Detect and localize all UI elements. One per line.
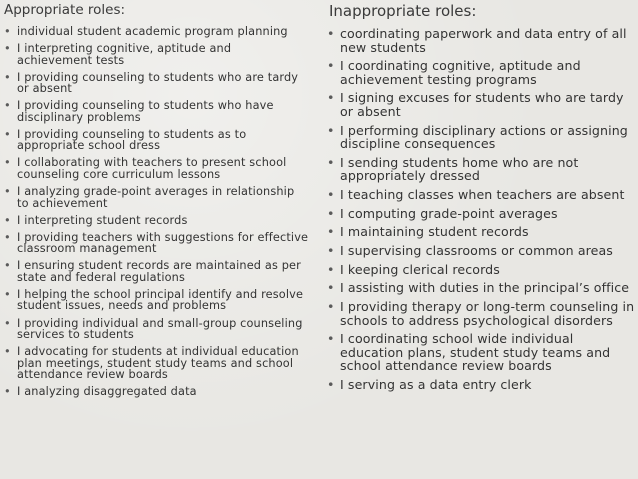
list-item: [4, 186, 309, 209]
list-item-text: I providing counseling to students who are tardy or absent: [17, 70, 299, 96]
bullet-icon: •: [327, 331, 335, 347]
list-item-text: I interpreting student records: [17, 213, 188, 227]
appropriate-roles-heading: Appropriate roles:: [4, 2, 126, 18]
bullet-icon: •: [4, 230, 11, 244]
list-item: [324, 59, 636, 86]
list-item-text: I advocating for students at individual education plan meetings, student study teams and school attendance review boards: [17, 345, 299, 382]
list-item-text: I analyzing disaggregated data: [17, 385, 197, 399]
list-item: [4, 346, 309, 381]
list-item-text: I providing counseling to students as to appropriate school dress: [17, 127, 247, 153]
list-item-text: I maintaining student records: [340, 224, 529, 240]
list-item-text: coordinating paperwork and data entry of all new students: [340, 26, 627, 55]
bullet-icon: •: [327, 376, 335, 392]
list-item: [4, 129, 309, 152]
bullet-icon: •: [4, 25, 11, 38]
list-item: [4, 232, 309, 255]
bullet-icon: •: [327, 58, 335, 74]
list-item: [324, 263, 636, 277]
bullet-icon: •: [327, 122, 335, 138]
list-item-text: I signing excuses for students who are tardy or absent: [340, 90, 624, 119]
bullet-icon: •: [327, 205, 335, 221]
list-item: [324, 91, 636, 118]
bullet-icon: •: [327, 224, 335, 240]
list-item-text: I analyzing grade-point averages in relationship to achievement: [17, 185, 295, 210]
list-item-text: I providing teachers with suggestions for effective classroom management: [17, 230, 309, 256]
list-item: [4, 26, 309, 38]
list-item-text: I interpreting cognitive, aptitude and achievement tests: [17, 42, 232, 67]
list-item-text: I collaborating with teachers to present school counseling core curriculum lessons: [17, 156, 287, 181]
bullet-icon: •: [4, 213, 11, 227]
bullet-icon: •: [327, 154, 335, 170]
bullet-icon: •: [327, 299, 335, 315]
list-item: [324, 378, 636, 392]
appropriate-roles-column: [4, 0, 309, 403]
list-item: [4, 386, 309, 398]
list-item-text: I supervising classrooms or common areas: [340, 243, 613, 258]
list-item-text: I coordinating school wide individual education plans, student study teams and school attendance review boards: [340, 331, 611, 374]
list-item-text: I performing disciplinary actions or assigning discipline consequences: [340, 122, 628, 152]
list-item-text: I providing counseling to students who have disciplinary problems: [17, 99, 274, 124]
list-item-text: I assisting with duties in the principal’s office: [340, 280, 630, 296]
inappropriate-roles-column: [324, 0, 636, 397]
list-item: [324, 156, 636, 183]
list-item-text: I coordinating cognitive, aptitude and achievement testing programs: [340, 58, 581, 87]
list-item-text: I providing therapy or long-term counseling in schools to address psychological disorders: [340, 299, 635, 328]
bullet-icon: •: [4, 127, 11, 141]
list-item: [324, 300, 636, 327]
list-item: [324, 124, 636, 151]
list-item-text: I keeping clerical records: [340, 261, 500, 277]
bullet-icon: •: [4, 42, 11, 56]
list-item: [324, 188, 636, 202]
bullet-icon: •: [4, 70, 11, 84]
list-item: [4, 43, 309, 66]
list-item: [324, 207, 636, 221]
bullet-icon: •: [327, 90, 335, 106]
inappropriate-roles-list: [324, 27, 636, 391]
list-item: [324, 225, 636, 239]
bullet-icon: •: [4, 156, 11, 170]
bullet-icon: •: [4, 345, 11, 359]
list-item: [4, 215, 309, 227]
list-item-text: I providing individual and small-group counseling services to students: [17, 316, 303, 342]
list-item: [324, 332, 636, 373]
bullet-icon: •: [4, 287, 11, 301]
inappropriate-roles-heading: Inappropriate roles:: [329, 2, 477, 20]
list-item: [4, 72, 309, 95]
list-item: [4, 318, 309, 341]
bullet-icon: •: [327, 261, 335, 277]
bullet-icon: •: [327, 280, 335, 296]
appropriate-roles-list: [4, 26, 309, 398]
list-item-text: I ensuring student records are maintained as per state and federal regulations: [17, 259, 301, 284]
list-item-text: I computing grade-point averages: [340, 205, 558, 221]
list-item: [324, 27, 636, 54]
list-item-text: individual student academic program planning: [17, 25, 288, 38]
list-item: [324, 244, 636, 258]
list-item: [324, 281, 636, 295]
bullet-icon: •: [327, 243, 335, 258]
bullet-icon: •: [327, 26, 335, 41]
list-item-text: I sending students home who are not appropriately dressed: [340, 154, 579, 184]
list-item: [4, 260, 309, 283]
list-item: [4, 100, 309, 123]
bullet-icon: •: [4, 259, 11, 273]
list-item: [4, 157, 309, 180]
bullet-icon: •: [4, 316, 11, 330]
bullet-icon: •: [4, 99, 11, 113]
list-item: [4, 289, 309, 312]
bullet-icon: •: [4, 385, 11, 399]
list-item-text: I serving as a data entry clerk: [340, 376, 532, 392]
list-item-text: I helping the school principal identify and resolve student issues, needs and problems: [17, 287, 304, 313]
bullet-icon: •: [4, 185, 11, 199]
list-item-text: I teaching classes when teachers are absent: [340, 186, 625, 202]
bullet-icon: •: [327, 186, 335, 202]
